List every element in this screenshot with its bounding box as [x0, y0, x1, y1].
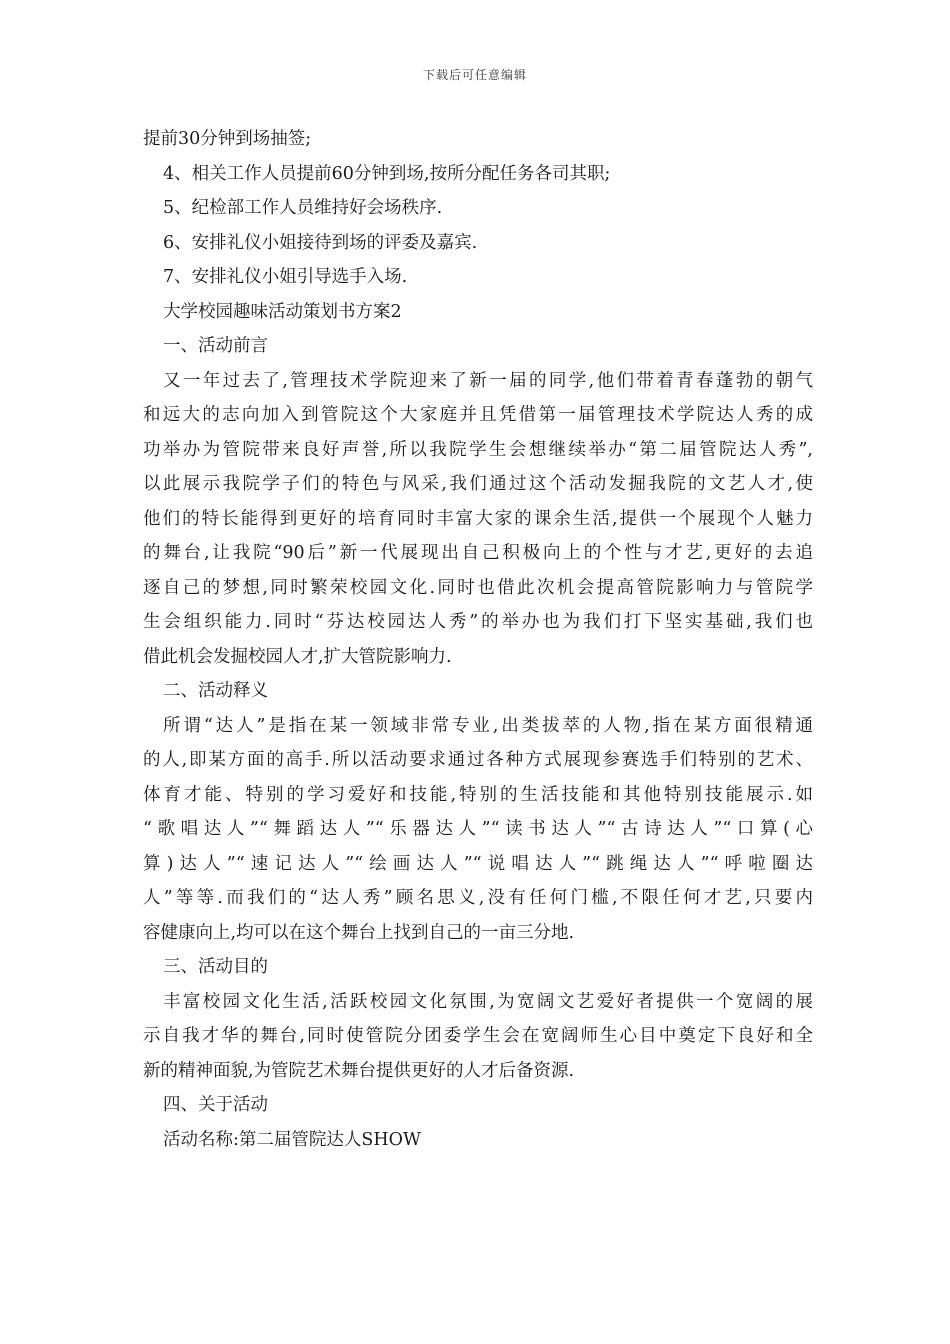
- text-line: 5、纪检部工作人员维持好会场秩序.: [163, 198, 443, 218]
- text-line: 7、安排礼仪小姐引导选手入场.: [163, 267, 408, 287]
- text-line: 生会组织能力.同时“芬达校园达人秀”的举办也为我们打下坚实基础,我们也: [143, 612, 813, 632]
- text-line: 新的精神面貌,为管院艺术舞台提供更好的人才后备资源.: [143, 1060, 575, 1081]
- text-line: 和远大的志向加入到管院这个大家庭并且凭借第一届管理技术学院达人秀的成: [143, 405, 813, 425]
- text-line: 6、安排礼仪小姐接待到场的评委及嘉宾.: [163, 232, 478, 253]
- text-line: 大学校园趣味活动策划书方案2: [163, 301, 402, 322]
- text-line: 体育才能、特别的学习爱好和技能,特别的生活技能和其他特别技能展示.如: [143, 784, 813, 805]
- text-line: 功举办为管院带来良好声誉,所以我院学生会想继续举办“第二届管院达人秀”,: [143, 439, 813, 460]
- text-line: 活动名称:第二届管院达人SHOW: [163, 1129, 421, 1150]
- document-body: [143, 122, 813, 1157]
- page-header-note: 下载后可任意编辑: [422, 68, 527, 82]
- text-line: 二、活动释义: [163, 681, 268, 701]
- text-line: 逐自己的梦想,同时繁荣校园文化.同时也借此次机会提高管院影响力与管院学: [143, 577, 813, 598]
- text-line: 的人,即某方面的高手.所以活动要求通过各种方式展现参赛选手们特别的艺术、: [143, 750, 813, 770]
- text-line: “歌唱达人”“舞蹈达人”“乐器达人”“读书达人”“古诗达人”“口算(心: [143, 819, 813, 839]
- text-line: 提前30分钟到场抽签;: [143, 129, 312, 149]
- text-line: 所谓“达人”是指在某一领域非常专业,出类拔萃的人物,指在某方面很精通: [163, 715, 813, 736]
- text-line: 又一年过去了,管理技术学院迎来了新一届的同学,他们带着青春蓬勃的朝气: [163, 370, 813, 391]
- text-line: 4、相关工作人员提前60分钟到场,按所分配任务各司其职;: [163, 163, 611, 184]
- text-line: 一、活动前言: [163, 336, 268, 356]
- text-line: 他们的特长能得到更好的培育同时丰富大家的课余生活,提供一个展现个人魅力: [143, 508, 813, 529]
- text-line: 以此展示我院学子们的特色与风采,我们通过这个活动发掘我院的文艺人才,使: [143, 474, 813, 494]
- text-line: 算)达人”“速记达人”“绘画达人”“说唱达人”“跳绳达人”“呼啦圈达: [143, 853, 813, 874]
- text-line: 三、活动目的: [163, 957, 268, 977]
- text-line: 容健康向上,均可以在这个舞台上找到自己的一亩三分地.: [143, 922, 575, 943]
- text-line: 示自我才华的舞台,同时使管院分团委学生会在宽阔师生心目中奠定下良好和全: [143, 1026, 813, 1046]
- text-line: 丰富校园文化生活,活跃校园文化氛围,为宽阔文艺爱好者提供一个宽阔的展: [163, 991, 813, 1012]
- text-line: 人”等等.而我们的“达人秀”顾名思义,没有任何门槛,不限任何才艺,只要内: [143, 888, 813, 908]
- text-line: 四、关于活动: [163, 1095, 268, 1115]
- text-line: 的舞台,让我院“90后”新一代展现出自己积极向上的个性与才艺,更好的去追: [143, 543, 813, 563]
- text-line: 借此机会发掘校园人才,扩大管院影响力.: [143, 646, 452, 667]
